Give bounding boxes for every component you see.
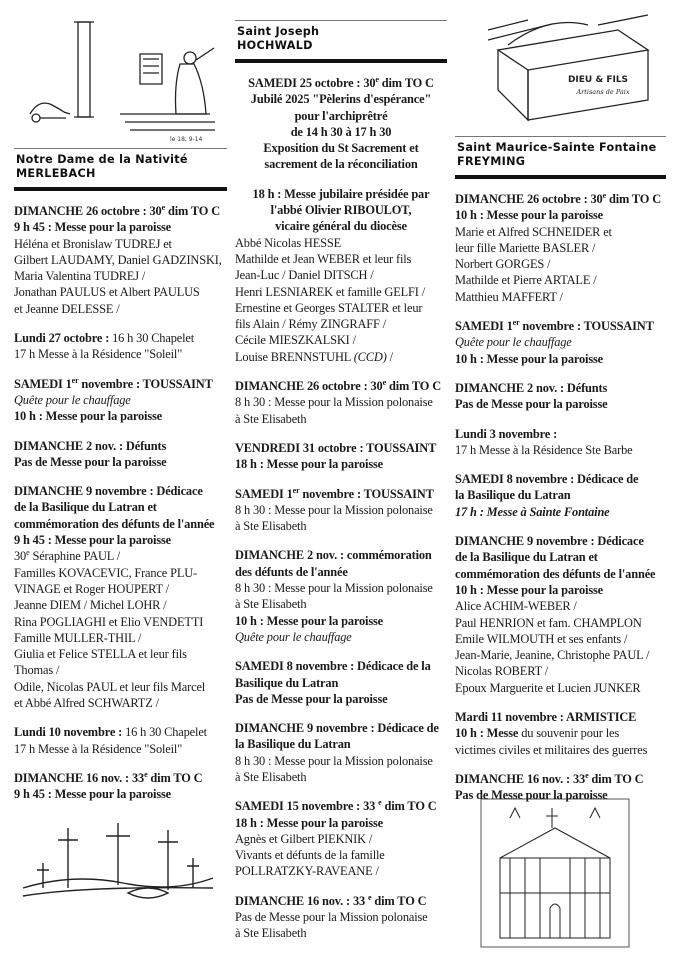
text-segment: 16 h 30 Chapelet <box>112 331 195 346</box>
text-segment: Rina POGLIAGHI et Elio VENDETTI <box>14 614 204 629</box>
basilica-illustration <box>480 798 630 948</box>
text-segment: DIMANCHE 2 nov. : commémoration <box>235 548 432 563</box>
entry-line <box>235 202 447 218</box>
schedule-entry <box>235 486 447 535</box>
entry-line <box>14 770 227 786</box>
entry-line <box>235 75 447 91</box>
text-segment: Pas de Messe pour la paroisse <box>235 691 388 706</box>
entry-line <box>14 597 227 613</box>
text-segment: Familles KOVACEVIC, France PLU- <box>14 565 198 580</box>
toolbox-logo-title: DIEU & FILS <box>567 75 629 85</box>
entry-line <box>14 330 227 346</box>
illustration-signature: le 18, 9-14 <box>170 136 203 143</box>
entry-line <box>455 598 666 614</box>
text-segment: Ernestine et Georges STALTER et leur <box>235 300 423 315</box>
text-segment: DIMANCHE 16 nov. : 33 <box>455 771 586 786</box>
text-segment: 10 h : Messe pour la paroisse <box>455 208 604 223</box>
text-segment: dim TO C <box>371 893 427 908</box>
text-segment: Louise BRENNSTUHL <box>235 349 354 364</box>
text-segment: Alice ACHIM-WEBER / <box>455 599 577 614</box>
text-segment: Quête pour le chauffage <box>235 629 352 644</box>
text-segment: Agnès et Gilbert PIEKNIK / <box>235 831 373 846</box>
entry-line <box>14 548 227 564</box>
entry-line <box>235 502 447 518</box>
text-segment: l'abbé Olivier RIBOULOT, <box>270 203 412 218</box>
schedule-entry <box>14 483 227 711</box>
column-hochwald <box>235 20 447 942</box>
text-segment: Jeanne DIEM / Michel LOHR / <box>14 598 167 613</box>
text-segment: vicaire général du diocèse <box>275 219 407 234</box>
text-segment: Cécile MIESZKALSKI / <box>235 333 356 348</box>
entry-line <box>14 454 227 470</box>
entry-line <box>235 235 447 251</box>
entry-line <box>235 720 447 736</box>
text-segment: er <box>71 375 79 385</box>
parish-header <box>14 149 227 187</box>
text-segment: e <box>378 798 382 808</box>
entry-line <box>455 396 666 412</box>
text-segment: de la Basilique du Latran et <box>14 500 157 515</box>
entry-line <box>235 815 447 831</box>
text-segment: du souvenir pour les <box>518 726 620 741</box>
text-segment: / <box>386 349 393 364</box>
entry-line <box>235 863 447 879</box>
text-segment: DIMANCHE 16 nov. : 33 <box>235 893 369 908</box>
text-segment: à Ste Elisabeth <box>235 926 307 941</box>
entry-line <box>14 252 227 268</box>
entry-line <box>235 831 447 847</box>
entry-line <box>455 240 666 256</box>
text-segment: POLLRATZKY-RAVEANE / <box>235 864 379 879</box>
text-segment: Abbé Nicolas HESSE <box>235 235 342 250</box>
text-segment: SAMEDI 1 <box>235 486 293 501</box>
entry-line <box>14 662 227 678</box>
text-segment: Norbert GORGES / <box>455 257 551 272</box>
entry-line <box>235 847 447 863</box>
entry-line <box>235 691 447 707</box>
text-segment: Nicolas ROBERT / <box>455 664 548 679</box>
text-segment: Lundi 27 octobre : <box>14 331 113 346</box>
text-segment: sacrement de la réconciliation <box>264 157 418 172</box>
text-segment: 30 <box>14 549 27 564</box>
schedule-entry <box>14 438 227 471</box>
text-segment: 10 h : Messe pour la paroisse <box>14 409 163 424</box>
text-segment: à Ste Elisabeth <box>235 519 307 534</box>
text-segment: 8 h 30 : Messe pour la Mission polonaise <box>235 502 433 517</box>
text-segment: 10 h : Messe <box>455 726 519 741</box>
entry-line <box>14 483 227 499</box>
text-segment: Odile, Nicolas PAUL et leur fils Marcel <box>14 679 206 694</box>
schedule-entry <box>235 378 447 427</box>
entry-line <box>455 742 666 758</box>
text-segment: Séraphine PAUL / <box>29 549 120 564</box>
text-segment: Jean-Marie, Jeanine, Christophe PAUL / <box>455 648 650 663</box>
text-segment: e <box>602 191 606 200</box>
text-segment: SAMEDI 8 novembre : Dédicace de la <box>235 659 431 674</box>
entry-line <box>235 300 447 316</box>
text-segment: et Jeanne DELESSE / <box>14 301 120 316</box>
schedule-entry <box>14 330 227 363</box>
entry-line <box>235 893 447 909</box>
schedule-entry <box>455 318 666 367</box>
text-segment: DIMANCHE 2 nov. : Défunts <box>14 438 167 453</box>
entry-line <box>235 378 447 394</box>
text-segment: novembre : TOUSSAINT <box>299 486 434 501</box>
entry-line <box>455 725 666 741</box>
text-segment: e <box>375 75 379 84</box>
text-segment: Giulia et Felice STELLA et leur fils <box>14 647 187 662</box>
entry-line <box>455 680 666 696</box>
prayer-illustration <box>20 14 225 146</box>
text-segment: Jean-Luc / Daniel DITSCH / <box>235 268 374 283</box>
entry-line <box>455 709 666 725</box>
text-segment: Vivants et défunts de la famille <box>235 848 385 863</box>
entry-line <box>235 394 447 410</box>
entry-line <box>235 909 447 925</box>
text-segment: 17 h Messe à la Résidence "Soleil" <box>14 741 183 756</box>
entry-line <box>235 156 447 172</box>
text-segment: SAMEDI 1 <box>14 376 72 391</box>
schedule-entry <box>235 798 447 879</box>
text-segment: dim TO C <box>165 204 221 218</box>
entry-line <box>235 658 447 674</box>
text-segment: (CCD) <box>353 349 387 364</box>
text-segment: Pas de Messe pour la Mission polonaise <box>235 910 428 925</box>
entry-line <box>455 207 666 223</box>
text-segment: Quête pour le chauffage <box>455 335 572 350</box>
text-segment: Mardi 11 novembre : ARMISTICE <box>455 710 637 725</box>
entry-line <box>455 566 666 582</box>
text-segment: e <box>368 892 372 902</box>
text-segment: la Basilique du Latran <box>455 488 571 503</box>
text-segment: DIMANCHE 16 nov. : 33 <box>14 770 145 785</box>
text-segment: VINAGE et Roger HOUPERT / <box>14 581 169 596</box>
text-segment: et Abbé Alfred SCHWARTZ / <box>14 696 159 711</box>
text-segment: leur fille Mariette BASLER / <box>455 240 596 255</box>
text-segment: 18 h : Messe jubilaire présidée par <box>252 186 430 201</box>
entry-line <box>14 408 227 424</box>
text-segment: Gilbert LAUDAMY, Daniel GADZINSKI, <box>14 252 222 267</box>
text-segment: pour l'archiprêtré <box>294 108 388 123</box>
entry-line <box>455 272 666 288</box>
entry-line <box>235 186 447 202</box>
entry-line <box>455 771 666 787</box>
text-segment: Exposition du St Sacrement et <box>263 141 419 156</box>
text-segment: Jubilé 2025 "Pèlerins d'espérance" <box>250 92 432 107</box>
entry-line <box>455 787 666 803</box>
text-segment: e <box>26 548 30 558</box>
entry-line <box>14 499 227 515</box>
text-segment: 17 h Messe à la Résidence Ste Barbe <box>455 442 633 457</box>
parish-name: Saint Maurice-Sainte Fontaine <box>457 141 657 154</box>
entry-line <box>235 267 447 283</box>
column-freyming <box>455 136 666 804</box>
entry-line <box>235 736 447 752</box>
text-segment: Mathilde et Pierre ARTALE / <box>455 273 597 288</box>
entry-line <box>455 334 666 350</box>
text-segment: commémoration des défunts de l'année <box>455 566 656 581</box>
entry-line <box>235 284 447 300</box>
divider-thick <box>14 187 227 191</box>
text-segment: 17 h Messe à la Résidence "Soleil" <box>14 347 183 362</box>
schedule-entry <box>455 771 666 804</box>
schedule-entry <box>14 770 227 803</box>
entry-line <box>455 224 666 240</box>
text-segment: Quête pour le chauffage <box>14 392 131 407</box>
entry-line <box>455 380 666 396</box>
entry-line <box>455 351 666 367</box>
text-segment: SAMEDI 8 novembre : Dédicace de <box>455 472 639 487</box>
entry-line <box>235 140 447 156</box>
divider-thick <box>455 175 666 179</box>
text-segment: Basilique du Latran <box>235 675 339 690</box>
text-segment: 9 h 45 : Messe pour la paroisse <box>14 787 172 802</box>
text-segment: Henri LESNIAREK et famille GELFI / <box>235 284 426 299</box>
entry-line <box>14 438 227 454</box>
text-segment: DIMANCHE 2 nov. : Défunts <box>455 380 608 395</box>
entry-line <box>455 533 666 549</box>
text-segment: Lundi 10 novembre : <box>14 725 126 740</box>
entry-line <box>235 316 447 332</box>
text-segment: Matthieu MAFFERT / <box>455 289 563 304</box>
schedule-entry <box>455 426 666 459</box>
entry-line <box>235 218 447 234</box>
entry-line <box>235 251 447 267</box>
toolbox-logo-subtitle: Artisans de Paix <box>576 88 630 96</box>
entry-line <box>14 203 227 219</box>
text-segment: de 14 h 30 à 17 h 30 <box>290 124 392 139</box>
entry-line <box>14 236 227 252</box>
entry-line <box>14 219 227 235</box>
text-segment: commémoration des défunts de l'année <box>14 516 215 531</box>
toolbox-illustration <box>478 10 658 128</box>
text-segment: SAMEDI 1 <box>455 319 513 334</box>
text-segment: Marie et Alfred SCHNEIDER et <box>455 224 612 239</box>
entry-line <box>235 456 447 472</box>
entry-line <box>455 471 666 487</box>
entry-line <box>455 442 666 458</box>
entry-line <box>455 615 666 631</box>
text-segment: dim TO C <box>588 771 644 786</box>
text-segment: fils Alain / Rémy ZINGRAFF / <box>235 317 387 332</box>
entry-line <box>14 346 227 362</box>
divider-thick <box>235 59 447 63</box>
entry-line <box>235 798 447 814</box>
entry-line <box>14 284 227 300</box>
text-segment: DIMANCHE 26 octobre : 30 <box>14 204 162 218</box>
parish-name: Notre Dame de la Nativité <box>16 153 188 166</box>
entry-line <box>235 925 447 941</box>
entry-line <box>14 532 227 548</box>
entry-line <box>235 675 447 691</box>
text-segment: DIMANCHE 26 octobre : 30 <box>455 192 603 206</box>
entry-line <box>14 581 227 597</box>
entry-line <box>235 124 447 140</box>
text-segment: Paul HENRION et fam. CHAMPLON <box>455 615 642 630</box>
entry-line <box>235 564 447 580</box>
text-segment: 17 h : Messe à Sainte Fontaine <box>455 504 610 519</box>
text-segment: Lundi 3 novembre : <box>455 426 558 441</box>
entry-line <box>14 695 227 711</box>
text-segment: e <box>585 770 589 780</box>
schedule-entry <box>235 75 447 173</box>
text-segment: de la Basilique du Latran et <box>455 550 598 565</box>
crosses-illustration <box>18 818 218 908</box>
entry-line <box>455 426 666 442</box>
schedule-entry <box>14 203 227 317</box>
text-segment: Emile WILMOUTH et ses enfants / <box>455 631 628 646</box>
schedule-entry <box>235 720 447 785</box>
entry-line <box>455 191 666 207</box>
entry-line <box>455 647 666 663</box>
text-segment: 8 h 30 : Messe pour la Mission polonaise <box>235 581 433 596</box>
text-segment: DIMANCHE 9 novembre : Dédicace de <box>235 721 439 736</box>
text-segment: Pas de Messe pour la paroisse <box>455 397 608 412</box>
text-segment: à Ste Elisabeth <box>235 769 307 784</box>
entry-line <box>235 613 447 629</box>
entry-line <box>235 349 447 365</box>
text-segment: novembre : TOUSSAINT <box>78 376 213 391</box>
entry-line <box>14 724 227 740</box>
schedule-entry <box>235 547 447 645</box>
entry-line <box>455 504 666 520</box>
text-segment: à Ste Elisabeth <box>235 597 307 612</box>
text-segment: Pas de Messe pour la paroisse <box>455 788 608 803</box>
text-segment: dim TO C <box>381 799 437 814</box>
parish-name: Saint Joseph <box>237 25 320 38</box>
text-segment: dim TO C <box>606 192 662 206</box>
schedule-entry <box>455 533 666 696</box>
entry-line <box>455 318 666 334</box>
entry-line <box>235 108 447 124</box>
entry-line <box>235 769 447 785</box>
entry-line <box>14 565 227 581</box>
entry-line <box>14 646 227 662</box>
schedule-entry <box>235 658 447 707</box>
text-segment: 18 h : Messe pour la paroisse <box>235 815 384 830</box>
column-merlebach <box>14 148 227 803</box>
text-segment: 10 h : Messe pour la paroisse <box>455 351 604 366</box>
entry-line <box>235 753 447 769</box>
text-segment: la Basilique du Latran <box>235 737 351 752</box>
parish-town: FREYMING <box>457 155 526 168</box>
text-segment: 10 h : Messe pour la paroisse <box>235 613 384 628</box>
schedule-entry <box>455 709 666 758</box>
text-segment: Epoux Marguerite et Lucien JUNKER <box>455 680 641 695</box>
text-segment: Héléna et Bronislaw TUDREJ et <box>14 236 172 251</box>
text-segment: er <box>292 485 300 495</box>
text-segment: e <box>161 203 165 212</box>
text-segment: 8 h 30 : Messe pour la Mission polonaise <box>235 395 433 410</box>
entry-line <box>235 411 447 427</box>
text-segment: VENDREDI 31 octobre : TOUSSAINT <box>235 440 437 455</box>
text-segment: dim TO C <box>378 76 434 90</box>
entry-line <box>235 486 447 502</box>
entry-line <box>14 786 227 802</box>
text-segment: Famille MULLER-THIL / <box>14 630 142 645</box>
parish-header <box>455 137 666 175</box>
text-segment: dim TO C <box>386 379 442 394</box>
text-segment: à Ste Elisabeth <box>235 411 307 426</box>
text-segment: er <box>512 318 520 328</box>
schedule-entry <box>455 380 666 413</box>
text-segment: 18 h : Messe pour la paroisse <box>235 457 384 472</box>
text-segment: 10 h : Messe pour la paroisse <box>455 582 604 597</box>
text-segment: des défunts de l'année <box>235 564 348 579</box>
entry-line <box>455 289 666 305</box>
text-segment: novembre : TOUSSAINT <box>519 319 654 334</box>
entry-line <box>14 376 227 392</box>
text-segment: DIMANCHE 26 octobre : 30 <box>235 379 383 394</box>
text-segment: 9 h 45 : Messe pour la paroisse <box>14 533 172 548</box>
text-segment: DIMANCHE 9 novembre : Dédicace <box>455 534 644 549</box>
entry-line <box>235 440 447 456</box>
schedule-entry <box>235 440 447 473</box>
entry-line <box>235 547 447 563</box>
schedule-entry <box>14 724 227 757</box>
text-segment: victimes civiles et militaires des guerres <box>455 742 648 757</box>
text-segment: Pas de Messe pour la paroisse <box>14 454 167 469</box>
entry-line <box>235 629 447 645</box>
text-segment: DIMANCHE 9 novembre : Dédicace <box>14 484 203 499</box>
entry-line <box>455 631 666 647</box>
schedule-entry <box>14 376 227 425</box>
entry-line <box>14 268 227 284</box>
entry-line <box>455 582 666 598</box>
text-segment: 9 h 45 : Messe pour la paroisse <box>14 220 172 235</box>
entry-line <box>14 741 227 757</box>
entry-line <box>235 518 447 534</box>
entry-line <box>14 630 227 646</box>
entry-line <box>14 614 227 630</box>
text-segment: 8 h 30 : Messe pour la Mission polonaise <box>235 753 433 768</box>
text-segment: e <box>144 769 148 779</box>
text-segment: SAMEDI 25 octobre : 30 <box>248 76 376 90</box>
entry-line <box>235 596 447 612</box>
text-segment: e <box>382 378 386 388</box>
schedule-entry <box>235 186 447 365</box>
text-segment: SAMEDI 15 novembre : 33 <box>235 799 379 814</box>
entry-line <box>235 332 447 348</box>
text-segment: dim TO C <box>147 770 203 785</box>
text-segment: 16 h 30 Chapelet <box>125 725 207 740</box>
text-segment: Mathilde et Jean WEBER et leur fils <box>235 251 412 266</box>
parish-header <box>235 21 447 59</box>
entry-line <box>455 256 666 272</box>
parish-town: MERLEBACH <box>16 167 96 180</box>
schedule-entry <box>455 471 666 520</box>
entry-line <box>14 392 227 408</box>
entry-line <box>14 516 227 532</box>
entry-line <box>14 679 227 695</box>
text-segment: Thomas / <box>14 663 60 678</box>
schedule-entry <box>455 191 666 305</box>
parish-town: HOCHWALD <box>237 39 313 52</box>
schedule-entry <box>235 893 447 942</box>
entry-line <box>235 580 447 596</box>
entry-line <box>455 549 666 565</box>
entry-line <box>235 91 447 107</box>
entry-line <box>14 301 227 317</box>
text-segment: Maria Valentina TUDREJ / <box>14 269 146 284</box>
entry-line <box>455 487 666 503</box>
entry-line <box>455 663 666 679</box>
text-segment: Jonathan PAULUS et Albert PAULUS <box>14 285 200 300</box>
